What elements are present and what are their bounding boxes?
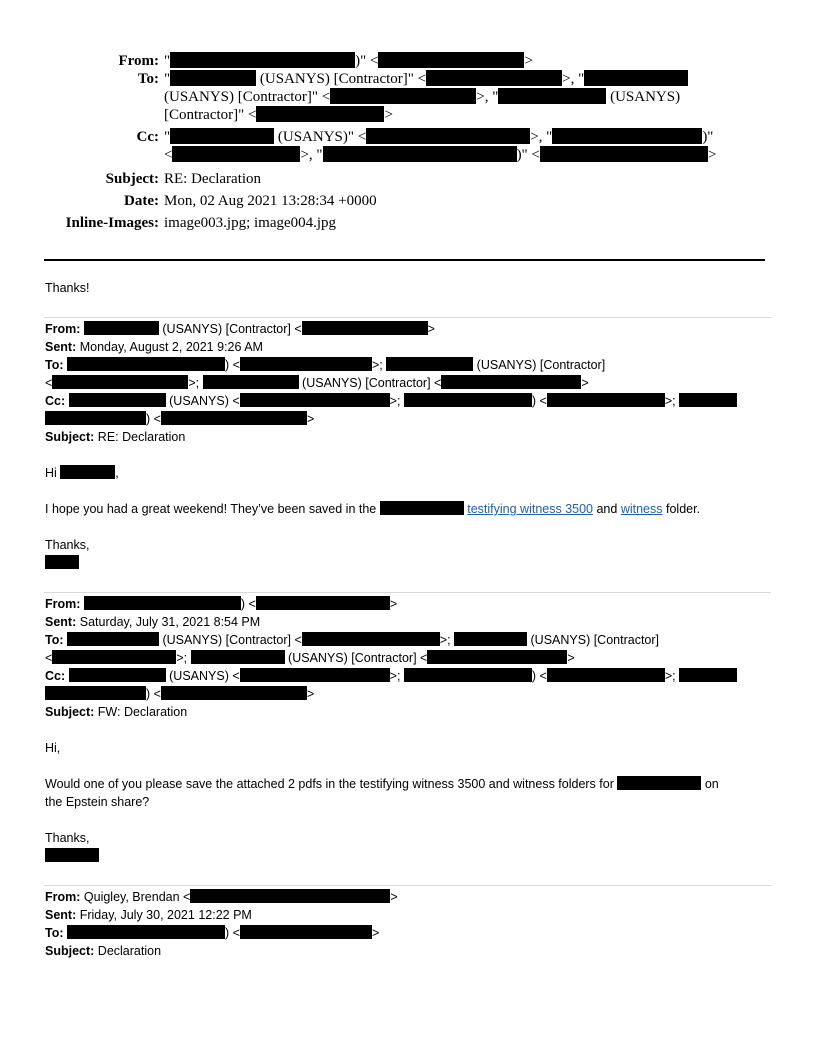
- msg3-to-row: To: ) < >: [45, 926, 380, 940]
- witness-link[interactable]: witness: [620, 502, 663, 516]
- redaction: [60, 465, 115, 479]
- msg1-cc-row: Cc: (USANYS) < >; ) < >;: [45, 392, 771, 410]
- header-to-line2-a: (USANYS) [Contractor]" <: [164, 89, 331, 105]
- redaction: [302, 632, 440, 646]
- header-to-row: To: " (USANYS) [Contractor]" < >, " (USANYS) [Contractor]" < >, " (USANYS) [Contractor]" < >: [0, 70, 816, 128]
- redaction: [378, 52, 524, 68]
- redaction: [330, 88, 476, 104]
- header-subject-row: [0, 170, 816, 188]
- msg2-to-row: To: (USANYS) [Contractor] < >; (USANYS) [Contractor]: [45, 633, 660, 647]
- redaction: [45, 411, 146, 425]
- redaction: [498, 88, 606, 104]
- redaction: [552, 128, 702, 144]
- redaction: [240, 393, 390, 407]
- redaction: [547, 393, 665, 407]
- redaction: [52, 650, 176, 664]
- email-header: [0, 52, 816, 232]
- msg3-from-row: From: Quigley, Brendan < >: [45, 890, 398, 904]
- message-separator: [44, 885, 771, 886]
- redaction: [454, 632, 527, 646]
- msg1-body: I hope you had a great weekend! They’ve been saved in the testifying witness 3500 and witness folder.: [45, 502, 701, 516]
- header-to-line2-b: (USANYS): [610, 89, 681, 105]
- header-to-line3: [Contractor]" <: [164, 107, 257, 123]
- msg2-cc-row: Cc: (USANYS) < >; ) < >;: [45, 667, 771, 685]
- header-date-label: Date:: [124, 193, 159, 209]
- msg2-body-line1: Would one of you please save the attached 2 pdfs in the testifying witness 3500 and witness folders for on: [45, 777, 719, 791]
- redaction: [170, 128, 274, 144]
- redaction: [240, 668, 390, 682]
- redaction: [84, 596, 241, 610]
- redaction: [45, 848, 99, 862]
- header-date-row: [0, 192, 816, 210]
- msg3-subject-row: Subject: Declaration: [45, 944, 162, 958]
- redaction: [441, 375, 581, 389]
- redaction: [52, 375, 188, 389]
- header-from-row: From: " )" < >: [0, 52, 816, 70]
- redaction: [161, 686, 307, 700]
- redaction: [256, 596, 390, 610]
- redaction: [161, 411, 307, 425]
- header-subject: RE: Declaration: [164, 171, 262, 187]
- header-images: image003.jpg; image004.jpg: [164, 215, 337, 231]
- redaction: [426, 70, 562, 86]
- header-cc-label: Cc:: [136, 129, 159, 145]
- redaction: [302, 321, 428, 335]
- msg3-sent-row: Sent: Friday, July 30, 2021 12:22 PM: [45, 908, 252, 922]
- header-images-row: [0, 214, 816, 232]
- redaction: [170, 52, 355, 68]
- msg1-sent-row: Sent: Monday, August 2, 2021 9:26 AM: [45, 340, 263, 354]
- redaction: [69, 668, 166, 682]
- redaction: [203, 375, 299, 389]
- msg1-greeting: Hi ,: [45, 466, 119, 480]
- header-from-label: From:: [118, 53, 159, 69]
- redaction: [584, 70, 688, 86]
- redaction: [366, 128, 530, 144]
- header-cc-row: Cc: " (USANYS)" < >, " )" < >, " )" < >: [0, 128, 816, 168]
- redaction: [170, 70, 256, 86]
- redaction: [67, 632, 159, 646]
- msg1-from-row: From: (USANYS) [Contractor] < >: [45, 322, 435, 336]
- redaction: [69, 393, 166, 407]
- redaction: [679, 393, 737, 407]
- testifying-witness-link[interactable]: testifying witness 3500: [467, 502, 593, 516]
- msg2-sent-row: Sent: Saturday, July 31, 2021 8:54 PM: [45, 615, 261, 629]
- redaction: [240, 925, 372, 939]
- redaction: [172, 146, 300, 162]
- intro-text: Thanks!: [45, 281, 90, 295]
- redaction: [190, 889, 390, 903]
- redaction: [540, 146, 708, 162]
- redaction: [45, 686, 146, 700]
- msg1-sent: Monday, August 2, 2021 9:26 AM: [79, 340, 263, 354]
- msg3-sent: Friday, July 30, 2021 12:22 PM: [79, 908, 252, 922]
- header-subject-label: Subject:: [105, 171, 159, 187]
- msg2-from-row: From: ) < >: [45, 597, 398, 611]
- message-2: From: ) < > Sent: Saturday, July 31, 2021 8:54 PM To: (USANYS) [Contractor] < >; (USANYS) [Contractor] < >; (USANYS) [Contractor] < > Cc: (USANYS) < >; ) < >; ) < > Subject: FW: Declaration Hi, Would one of you please save the attached 2 pdfs in the testifying witness 3500 and witness folders for on the Epstein share? Thanks,: [45, 595, 771, 865]
- msg1-signoff: Thanks,: [45, 538, 90, 552]
- msg2-body-line2: the Epstein share?: [45, 795, 150, 809]
- redaction: [679, 668, 737, 682]
- redaction: [323, 146, 517, 162]
- redaction: [404, 393, 532, 407]
- msg2-subject-row: Subject: FW: Declaration: [45, 705, 188, 719]
- redaction: [547, 668, 665, 682]
- msg2-signoff: Thanks,: [45, 831, 90, 845]
- redaction: [67, 925, 225, 939]
- header-divider: [44, 259, 765, 261]
- redaction: [386, 357, 473, 371]
- message-3: [45, 888, 771, 960]
- header-date: Mon, 02 Aug 2021 13:28:34 +0000: [164, 193, 377, 209]
- redaction: [427, 650, 567, 664]
- msg1-subject-row: Subject: RE: Declaration: [45, 430, 186, 444]
- msg2-greeting: Hi,: [45, 741, 61, 755]
- redaction: [84, 321, 159, 335]
- msg1-to-row: To: ) < >; (USANYS) [Contractor]: [45, 358, 606, 372]
- header-to-label: To:: [137, 71, 159, 87]
- redaction: [617, 776, 701, 790]
- redaction: [240, 357, 372, 371]
- redaction: [256, 106, 384, 122]
- message-separator: [44, 592, 771, 593]
- message-1: From: (USANYS) [Contractor] < > Sent: Monday, August 2, 2021 9:26 AM To: ) < >; (USANYS) [Contractor] < >; (USANYS) [Contractor] < > Cc: (USANYS) < >; ) < >; ) < > Subject: RE: Declaration Hi , I hope you had a great weekend! They’ve been saved in the testifying witness 3500 and witness folder. Thanks,: [45, 320, 771, 572]
- msg2-sent: Saturday, July 31, 2021 8:54 PM: [79, 615, 261, 629]
- redaction: [191, 650, 285, 664]
- redaction: [45, 555, 79, 569]
- header-images-label: Inline-Images:: [65, 215, 159, 231]
- message-separator: [44, 317, 771, 318]
- redaction: [404, 668, 532, 682]
- redaction: [380, 501, 464, 515]
- redaction: [67, 357, 225, 371]
